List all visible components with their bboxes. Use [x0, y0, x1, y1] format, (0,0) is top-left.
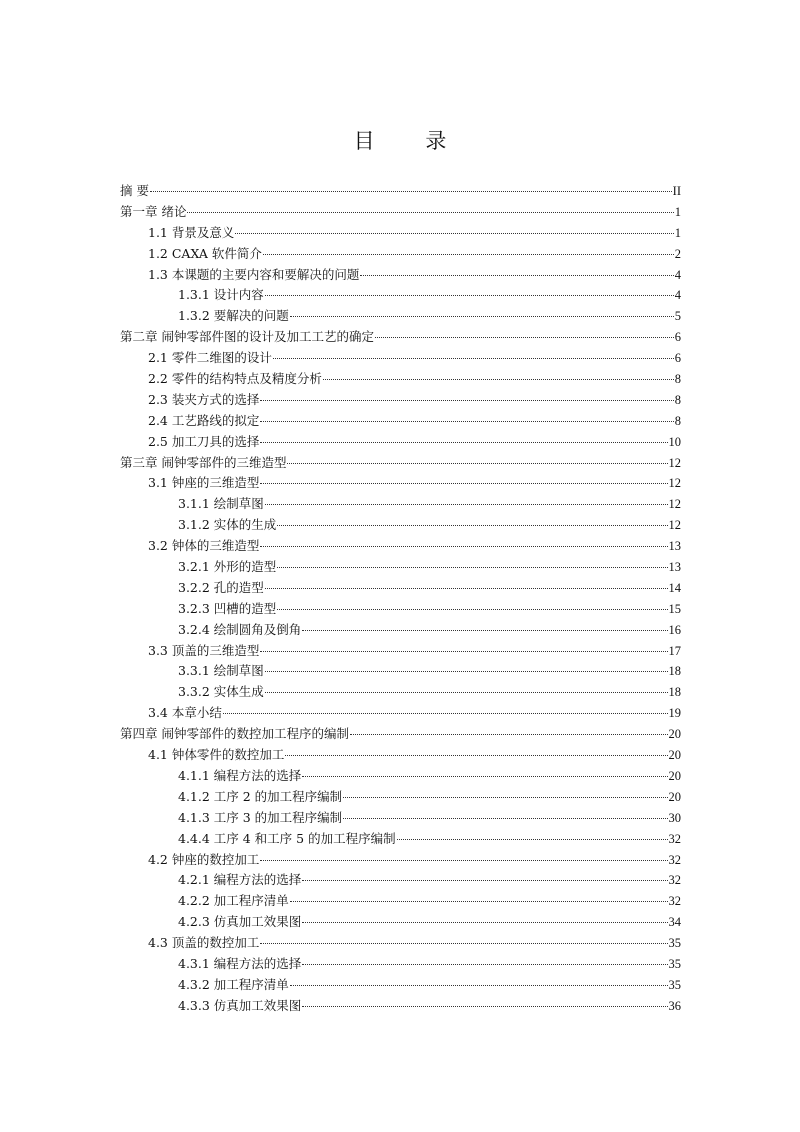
- toc-entry-page-number: 13: [668, 560, 681, 575]
- toc-entry-label: 4.1.1 编程方法的选择: [178, 767, 302, 783]
- toc-entry[interactable]: [120, 557, 681, 578]
- dot-leader: [397, 839, 668, 840]
- dot-leader: [150, 191, 672, 192]
- toc-entry-page-number: 8: [674, 372, 681, 387]
- toc-entry[interactable]: [120, 641, 681, 662]
- toc-entry[interactable]: [120, 933, 681, 954]
- toc-entry-label: 第四章 闹钟零部件的数控加工程序的编制: [120, 726, 349, 742]
- toc-entry-label: 3.1.1 绘制草图: [178, 496, 264, 512]
- toc-entry[interactable]: [120, 411, 681, 432]
- toc-entry-page-number: 14: [668, 580, 681, 595]
- dot-leader: [287, 463, 667, 464]
- dot-leader: [285, 755, 667, 756]
- toc-entry-label: 3.2.3 凹槽的造型: [178, 600, 277, 616]
- dot-leader: [260, 651, 667, 652]
- dot-leader: [277, 525, 667, 526]
- toc-entry-page-number: 35: [668, 956, 681, 971]
- dot-leader: [265, 671, 668, 672]
- toc-entry-label: 4.1.2 工序 2 的加工程序编制: [178, 788, 343, 804]
- toc-entry-page-number: 15: [668, 601, 681, 616]
- toc-entry-page-number: 30: [668, 810, 681, 825]
- dot-leader: [265, 692, 668, 693]
- dot-leader: [302, 1006, 667, 1007]
- toc-entry-label: 4.3.1 编程方法的选择: [178, 955, 302, 971]
- toc-entry-label: 3.2.1 外形的造型: [178, 559, 277, 575]
- toc-entry-page-number: 1: [674, 225, 681, 240]
- toc-entry-page-number: 6: [674, 351, 681, 366]
- toc-entry-label: 4.2 钟座的数控加工: [148, 851, 260, 867]
- toc-entry-label: 3.4 本章小结: [148, 705, 222, 721]
- toc-entry[interactable]: [120, 787, 681, 808]
- dot-leader: [263, 254, 674, 255]
- toc-entry[interactable]: [120, 223, 681, 244]
- toc-entry-page-number: 32: [668, 873, 681, 888]
- toc-entry-page-number: 12: [668, 518, 681, 533]
- toc-entry-page-number: 35: [668, 936, 681, 951]
- toc-entry[interactable]: [120, 661, 681, 682]
- toc-entry-page-number: 34: [668, 915, 681, 930]
- toc-entry-label: 第一章 绪论: [120, 203, 187, 219]
- toc-entry-label: 2.1 零件二维图的设计: [148, 350, 272, 366]
- toc-entry-page-number: 20: [668, 789, 681, 804]
- toc-entry[interactable]: [120, 265, 681, 286]
- toc-entry-page-number: 12: [668, 497, 681, 512]
- toc-entry-page-number: 4: [674, 288, 681, 303]
- toc-entry-page-number: 16: [668, 622, 681, 637]
- toc-entry[interactable]: [120, 870, 681, 891]
- dot-leader: [265, 504, 668, 505]
- toc-entry-page-number: 12: [668, 476, 681, 491]
- dot-leader: [290, 985, 668, 986]
- toc-entry-label: 3.1.2 实体的生成: [178, 517, 277, 533]
- toc-entry-page-number: 2: [674, 246, 681, 261]
- dot-leader: [290, 316, 674, 317]
- toc-entry-label: 3.3.1 绘制草图: [178, 663, 264, 679]
- toc-entry-page-number: 12: [668, 455, 681, 470]
- toc-entry-label: 1.3.2 要解决的问题: [178, 308, 289, 324]
- toc-entry-label: 4.3 顶盖的数控加工: [148, 935, 260, 951]
- toc-entry[interactable]: [120, 578, 681, 599]
- toc-entry[interactable]: [120, 829, 681, 850]
- dot-leader: [260, 400, 673, 401]
- dot-leader: [302, 880, 667, 881]
- toc-title: 目 录: [353, 129, 469, 153]
- dot-leader: [302, 630, 667, 631]
- toc-entry-page-number: 6: [674, 330, 681, 345]
- toc-entry-label: 3.3 顶盖的三维造型: [148, 642, 260, 658]
- toc-entry-label: 4.1.3 工序 3 的加工程序编制: [178, 809, 343, 825]
- toc-entry-label: 3.2.2 孔的造型: [178, 579, 264, 595]
- toc-entry-label: 4.1 钟体零件的数控加工: [148, 747, 285, 763]
- toc-entry-page-number: 8: [674, 392, 681, 407]
- dot-leader: [302, 776, 667, 777]
- toc-entry[interactable]: [120, 453, 681, 474]
- toc-entry-label: 1.3.1 设计内容: [178, 287, 264, 303]
- toc-entry[interactable]: [120, 390, 681, 411]
- toc-entry[interactable]: [120, 494, 681, 515]
- toc-entry-page-number: 8: [674, 413, 681, 428]
- dot-leader: [277, 567, 667, 568]
- toc-entry[interactable]: [120, 912, 681, 933]
- toc-entry[interactable]: [120, 327, 681, 348]
- toc-entry[interactable]: [120, 244, 681, 265]
- toc-entry[interactable]: [120, 745, 681, 766]
- toc-entry-page-number: 19: [668, 706, 681, 721]
- toc-entry[interactable]: [120, 432, 681, 453]
- toc-entry-page-number: 32: [668, 831, 681, 846]
- toc-entry[interactable]: [120, 348, 681, 369]
- toc-entry-label: 1.3 本课题的主要内容和要解决的问题: [148, 266, 360, 282]
- toc-entry-page-number: 35: [668, 977, 681, 992]
- toc-entry-page-number: 1: [674, 204, 681, 219]
- dot-leader: [290, 901, 668, 902]
- toc-entry[interactable]: [120, 285, 681, 306]
- dot-leader: [350, 734, 668, 735]
- dot-leader: [235, 233, 673, 234]
- toc-entry[interactable]: [120, 808, 681, 829]
- dot-leader: [343, 797, 667, 798]
- toc-entry-page-number: 20: [668, 727, 681, 742]
- dot-leader: [187, 212, 673, 213]
- toc-entry-label: 4.2.2 加工程序清单: [178, 893, 289, 909]
- dot-leader: [260, 860, 667, 861]
- toc-entry-label: 2.2 零件的结构特点及精度分析: [148, 371, 322, 387]
- dot-leader: [265, 588, 668, 589]
- dot-leader: [273, 358, 674, 359]
- table-of-contents: [120, 181, 681, 1017]
- dot-leader: [277, 609, 667, 610]
- toc-entry-label: 1.1 背景及意义: [148, 224, 235, 240]
- toc-entry-label: 3.3.2 实体生成: [178, 684, 264, 700]
- toc-entry-label: 3.2 钟体的三维造型: [148, 538, 260, 554]
- toc-entry-label: 3.1 钟座的三维造型: [148, 475, 260, 491]
- toc-entry-label: 4.2.1 编程方法的选择: [178, 872, 302, 888]
- dot-leader: [260, 483, 667, 484]
- toc-entry-label: 2.3 装夹方式的选择: [148, 391, 260, 407]
- toc-entry[interactable]: [120, 181, 681, 202]
- toc-entry[interactable]: [120, 703, 681, 724]
- toc-entry-page-number: 20: [668, 768, 681, 783]
- toc-entry-label: 4.3.3 仿真加工效果图: [178, 997, 302, 1013]
- toc-entry[interactable]: [120, 515, 681, 536]
- toc-entry[interactable]: [120, 473, 681, 494]
- toc-entry-label: 3.2.4 绘制圆角及倒角: [178, 621, 302, 637]
- toc-entry[interactable]: [120, 536, 681, 557]
- toc-entry[interactable]: [120, 682, 681, 703]
- toc-entry-label: 2.4 工艺路线的拟定: [148, 412, 260, 428]
- dot-leader: [375, 337, 674, 338]
- dot-leader: [302, 964, 667, 965]
- toc-entry-page-number: 36: [668, 998, 681, 1013]
- toc-entry-page-number: 4: [674, 267, 681, 282]
- toc-entry[interactable]: [120, 766, 681, 787]
- toc-entry-page-number: II: [672, 184, 681, 198]
- toc-entry[interactable]: [120, 202, 681, 223]
- toc-entry-page-number: 10: [668, 434, 681, 449]
- toc-entry[interactable]: [120, 724, 681, 745]
- toc-entry-page-number: 18: [668, 664, 681, 679]
- toc-entry-page-number: 5: [674, 309, 681, 324]
- dot-leader: [265, 295, 674, 296]
- toc-entry[interactable]: [120, 996, 681, 1017]
- toc-entry-page-number: 17: [668, 643, 681, 658]
- toc-entry-label: 第二章 闹钟零部件图的设计及加工工艺的确定: [120, 329, 374, 345]
- dot-leader: [223, 713, 668, 714]
- toc-entry[interactable]: [120, 850, 681, 871]
- dot-leader: [260, 442, 667, 443]
- toc-entry[interactable]: [120, 620, 681, 641]
- dot-leader: [260, 421, 673, 422]
- toc-entry[interactable]: [120, 891, 681, 912]
- dot-leader: [343, 818, 667, 819]
- dot-leader: [260, 943, 667, 944]
- toc-entry-label: 摘 要: [120, 183, 149, 198]
- toc-entry[interactable]: [120, 369, 681, 390]
- toc-entry-label: 2.5 加工刀具的选择: [148, 433, 260, 449]
- toc-entry-page-number: 32: [668, 852, 681, 867]
- toc-entry-page-number: 13: [668, 539, 681, 554]
- toc-entry-label: 4.4.4 工序 4 和工序 5 的加工程序编制: [178, 830, 396, 846]
- toc-entry[interactable]: [120, 954, 681, 975]
- toc-entry[interactable]: [120, 599, 681, 620]
- dot-leader: [260, 546, 667, 547]
- toc-entry-page-number: 20: [668, 748, 681, 763]
- toc-entry-page-number: 18: [668, 685, 681, 700]
- toc-entry-page-number: 32: [668, 894, 681, 909]
- toc-entry-label: 1.2 CAXA 软件简介: [148, 245, 262, 261]
- dot-leader: [302, 922, 667, 923]
- dot-leader: [360, 275, 673, 276]
- toc-entry-label: 4.3.2 加工程序清单: [178, 976, 289, 992]
- toc-entry-label: 4.2.3 仿真加工效果图: [178, 914, 302, 930]
- toc-entry-label: 第三章 闹钟零部件的三维造型: [120, 454, 287, 470]
- dot-leader: [323, 379, 674, 380]
- toc-entry[interactable]: [120, 306, 681, 327]
- toc-entry[interactable]: [120, 975, 681, 996]
